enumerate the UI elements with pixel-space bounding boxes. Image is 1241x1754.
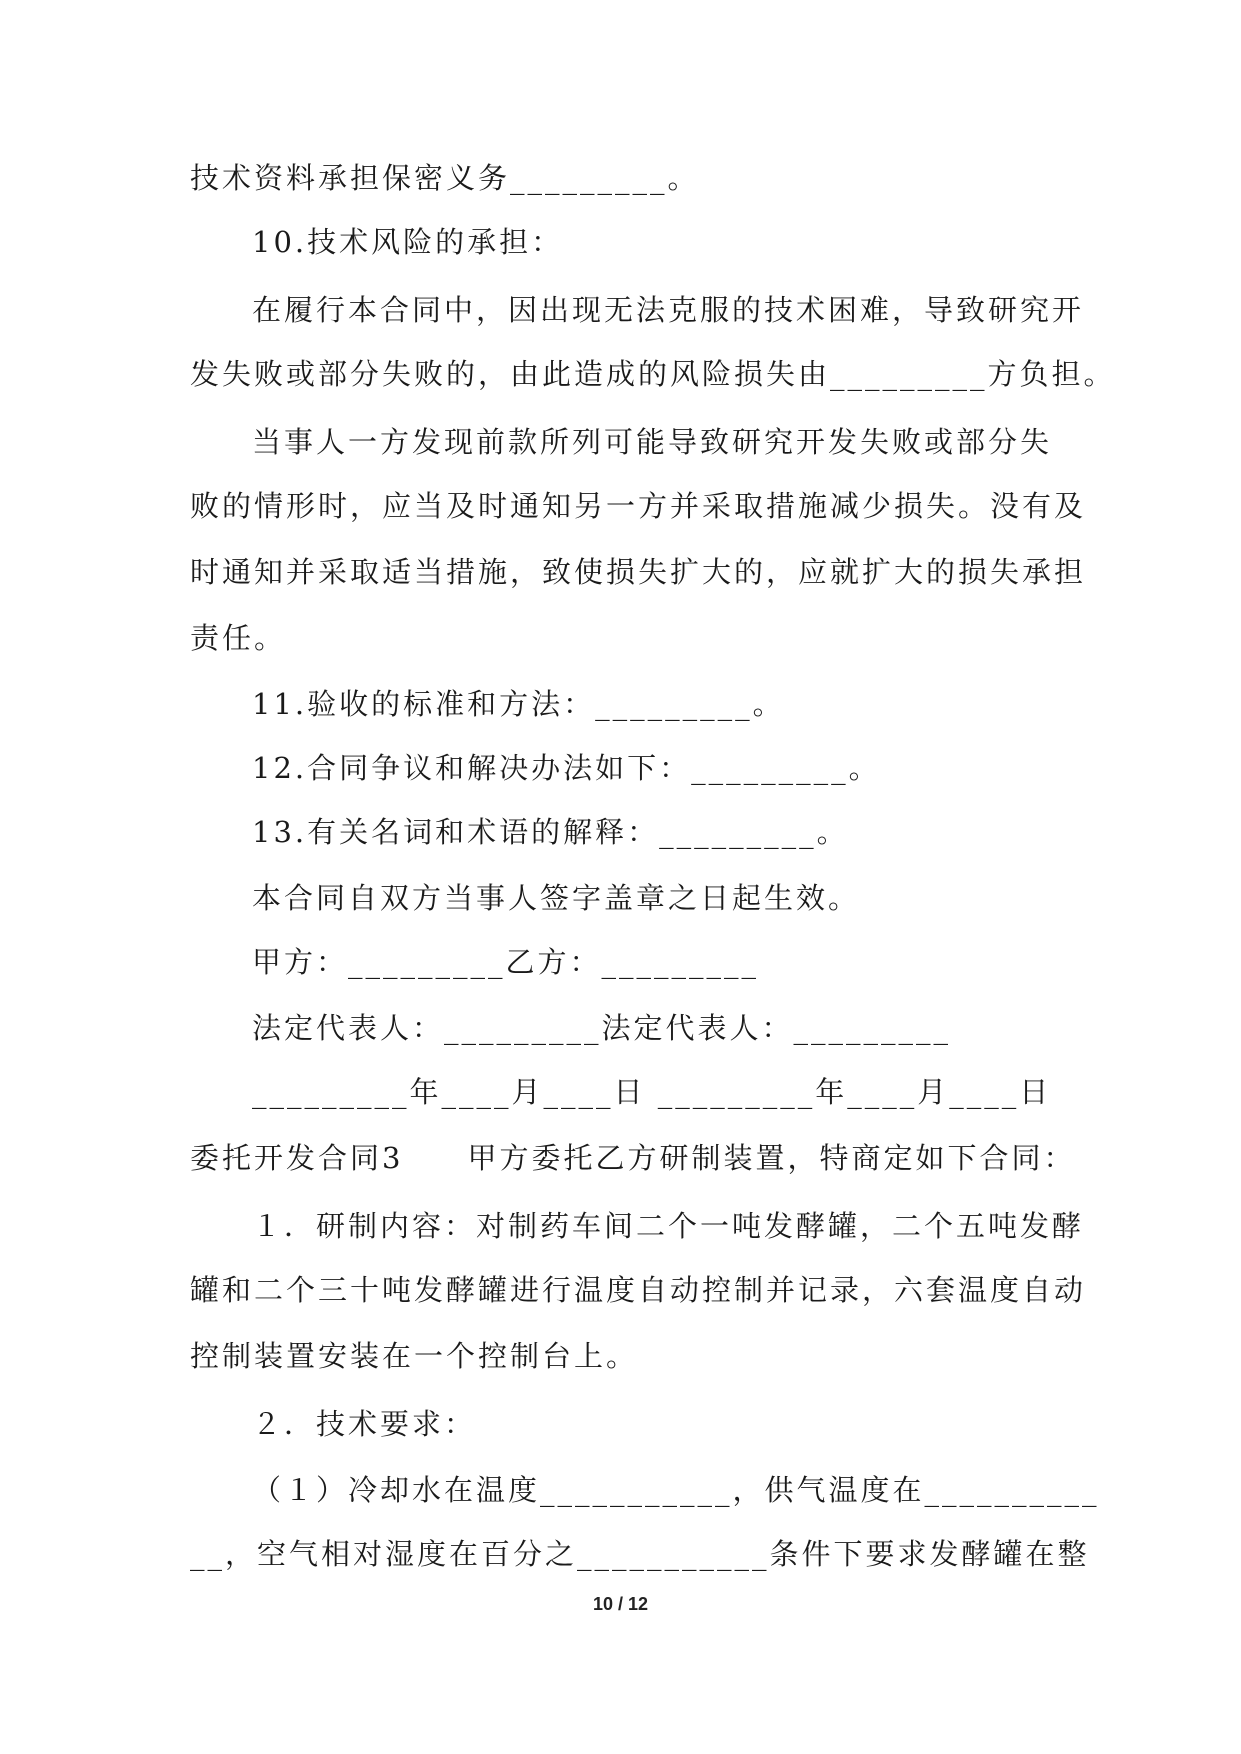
text-line: 当事人一方发现前款所列可能导致研究开发失败或部分失: [252, 425, 1053, 459]
text-line: 败的情形时，应当及时通知另一方并采取措施减少损失。没有及: [190, 489, 1087, 523]
text-line: 技术资料承担保密义务_________。: [190, 161, 700, 195]
text-line: ２．技术要求：: [252, 1407, 477, 1441]
text-line: １．研制内容：对制药车间二个一吨发酵罐，二个五吨发酵: [252, 1209, 1085, 1243]
section-heading: 委托开发合同3 甲方委托乙方研制装置，特商定如下合同：: [190, 1141, 1076, 1175]
text-line: 控制装置安装在一个控制台上。: [190, 1339, 639, 1373]
text-line: 本合同自双方当事人签字盖章之日起生效。: [252, 881, 861, 915]
text-line: 11.验收的标准和方法：_________。: [252, 687, 785, 721]
signature-line: 甲方：_________乙方：_________: [252, 945, 760, 979]
text-line: 13.有关名词和术语的解释：_________。: [252, 815, 849, 849]
date-line: _________年____月____日 _________年____月____日: [252, 1075, 1052, 1109]
page-number: 10 / 12: [592, 1594, 649, 1614]
text-line: （１）冷却水在温度___________，供气温度在__________: [252, 1473, 1100, 1507]
text-line: 12.合同争议和解决办法如下：_________。: [252, 751, 881, 785]
text-line: 时通知并采取适当措施，致使损失扩大的，应就扩大的损失承担: [190, 555, 1087, 589]
text-line: 在履行本合同中，因出现无法克服的技术困难，导致研究开: [252, 293, 1085, 327]
text-line: 10.技术风险的承担：: [252, 225, 564, 259]
text-line: 发失败或部分失败的，由此造成的风险损失由_________方负担。: [190, 357, 1116, 391]
text-line: __，空气相对湿度在百分之___________条件下要求发酵罐在整: [190, 1537, 1090, 1571]
text-line: 罐和二个三十吨发酵罐进行温度自动控制并记录，六套温度自动: [190, 1273, 1087, 1307]
signature-line: 法定代表人：_________法定代表人：_________: [252, 1011, 952, 1045]
text-line: 责任。: [190, 621, 287, 655]
